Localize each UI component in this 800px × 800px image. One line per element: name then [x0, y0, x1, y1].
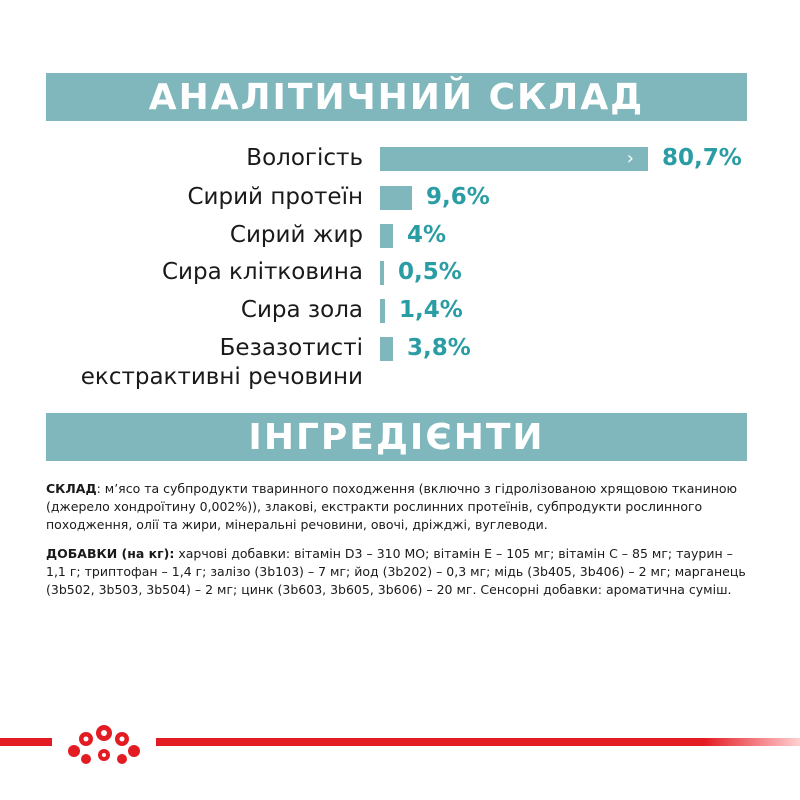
bar [380, 224, 393, 248]
bar-value-label: 80,7% [662, 145, 742, 171]
category-label: Сира зола [240, 297, 363, 323]
bar-value-label: 4% [407, 222, 447, 248]
bar [380, 299, 385, 323]
category-label: Сирий жир [229, 222, 363, 248]
bar [380, 147, 648, 171]
composition-label: СКЛАД [46, 481, 97, 496]
chevron-right-icon: › [626, 148, 634, 169]
composition-paragraph [46, 480, 746, 534]
composition-text: : м’ясо та субпродукти тваринного походження (включно з гідролізованою хрящовою тканиною (джерело хондроїтину 0,002%)), злакові, екстракти рослинних протеїнів, субпродукти рослинного походження, олії та жири, мінеральні речовини, овочі, дріжджі, вуглеводи. [46, 481, 738, 532]
category-label: Сирий протеїн [187, 184, 363, 210]
additives-paragraph [46, 545, 746, 599]
footer-line-right [156, 738, 800, 746]
royal-canin-crown-icon [56, 713, 152, 769]
category-label: Вологість [246, 145, 363, 171]
bar [380, 261, 384, 285]
bar-value-label: 3,8% [407, 335, 471, 361]
bar-value-label: 9,6% [426, 184, 490, 210]
bar [380, 337, 393, 361]
bar [380, 186, 412, 210]
bar-value-label: 1,4% [399, 297, 463, 323]
category-label: екстрактивні речовини [80, 364, 363, 390]
footer-line-left [0, 738, 52, 746]
category-label: Безазотисті [219, 335, 363, 361]
bar-value-label: 0,5% [398, 259, 462, 285]
additives-label: ДОБАВКИ (на кг): [46, 546, 175, 561]
additives-text: харчові добавки: вітамін D3 – 310 МО; вітамін Е – 105 мг; вітамін С – 85 мг; таурин – 1,1 г; триптофан – 1,4 г; залізо (3b103) – 7 мг; йод (3b202) – 0,3 мг; мідь (3b405, 3b406) – 2 мг; марганець (3b502, 3b503, 3b504) – 2 мг; цинк (3b603, 3b605, 3b606) – 20 мг. Сенсорні добавки: ароматична суміш. [46, 546, 746, 597]
category-label: Сира клітковина [162, 259, 363, 285]
ingredients-header: ІНГРЕДІЄНТИ [46, 413, 747, 461]
analysis-header: АНАЛІТИЧНИЙ СКЛАД [46, 73, 747, 121]
ingredients-text [46, 480, 746, 610]
